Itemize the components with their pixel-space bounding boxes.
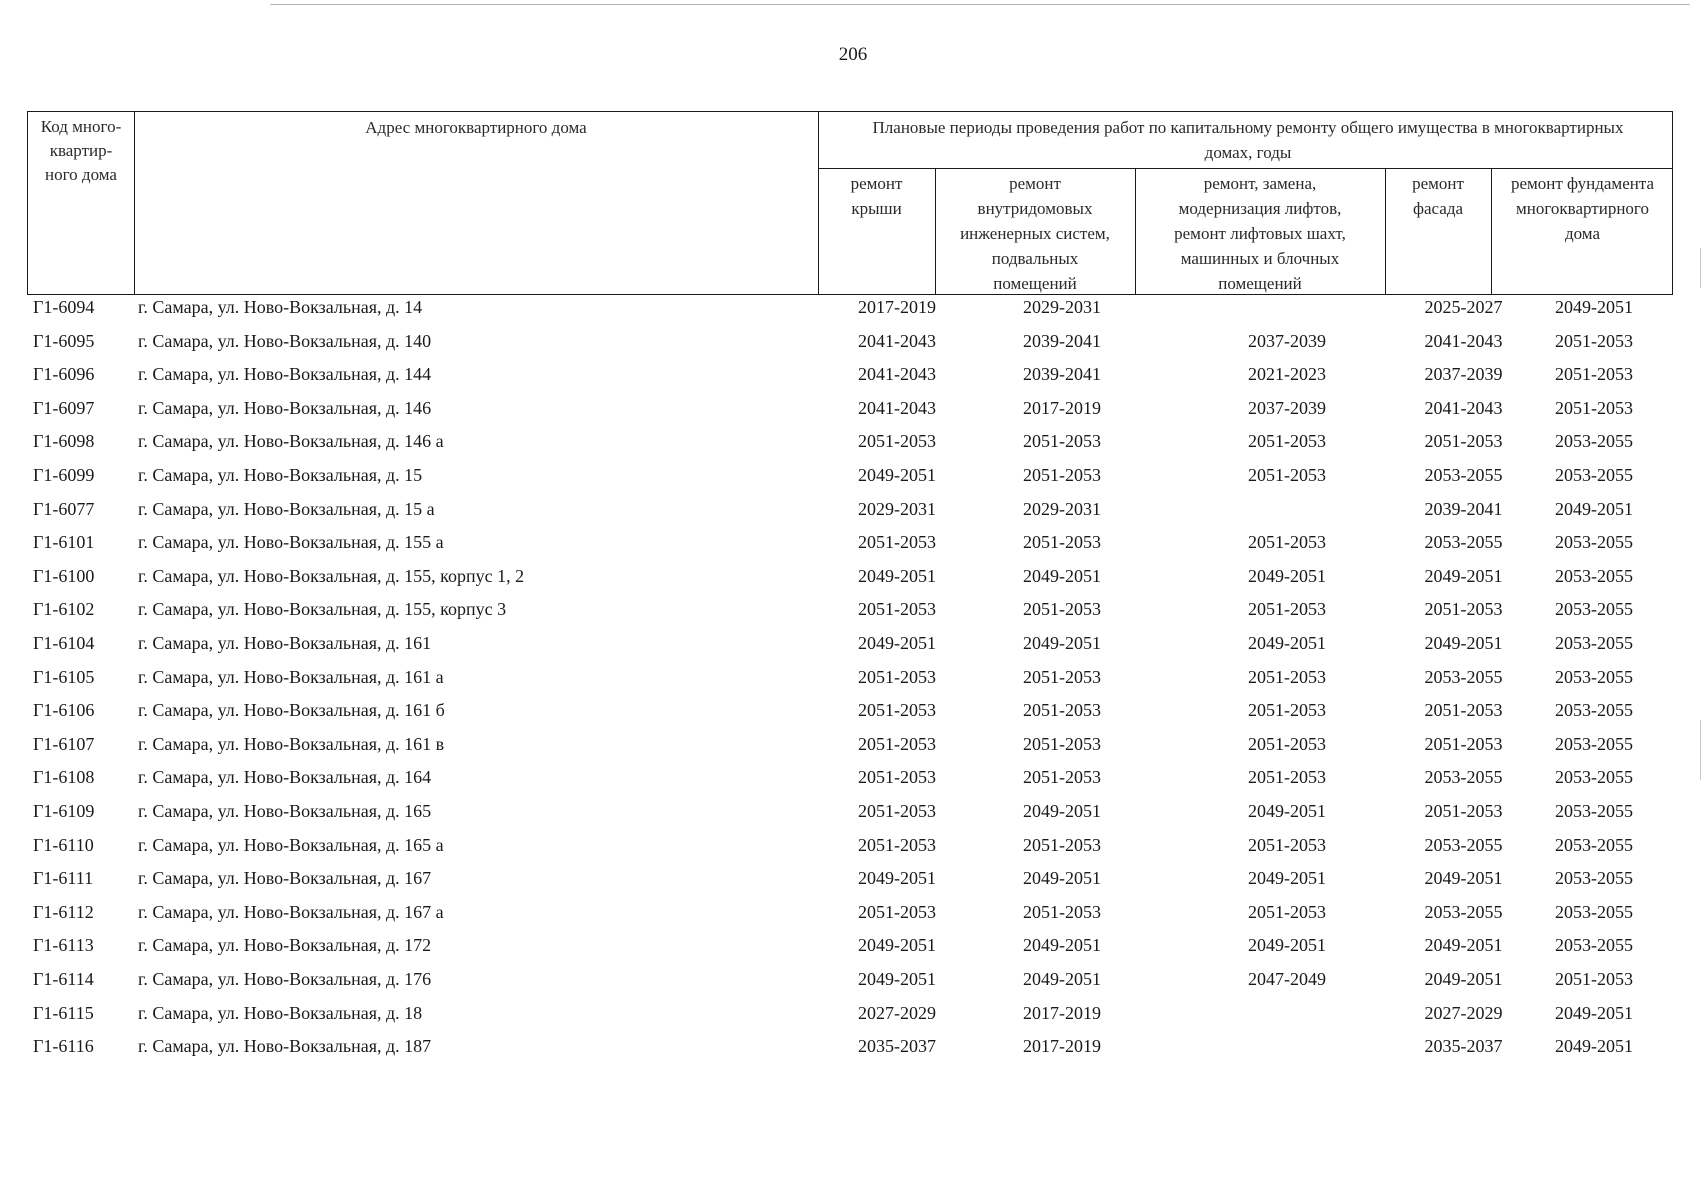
cell-foundation: 2053-2055 xyxy=(1555,532,1633,553)
cell-lifts: 2051-2053 xyxy=(1248,767,1326,788)
cell-address: г. Самара, ул. Ново-Вокзальная, д. 167 xyxy=(138,868,432,889)
cell-facade: 2051-2053 xyxy=(1424,431,1503,452)
cell-roof: 2049-2051 xyxy=(858,935,936,956)
cell-engineering: 2049-2051 xyxy=(1023,565,1101,586)
cell-address: г. Самара, ул. Ново-Вокзальная, д. 164 xyxy=(138,767,432,788)
cell-address: г. Самара, ул. Ново-Вокзальная, д. 14 xyxy=(138,297,423,317)
cell-foundation: 2049-2051 xyxy=(1555,1002,1633,1023)
cell-code: Г1-6105 xyxy=(33,666,95,687)
cell-engineering: 2051-2053 xyxy=(1023,733,1101,754)
cell-engineering: 2051-2053 xyxy=(1023,465,1101,485)
table-header xyxy=(27,111,1673,295)
cell-foundation: 2053-2055 xyxy=(1555,868,1633,889)
cell-foundation: 2049-2051 xyxy=(1555,498,1633,519)
cell-foundation: 2053-2055 xyxy=(1555,465,1633,485)
scan-edge-line xyxy=(270,4,1690,5)
table-row xyxy=(27,431,1673,465)
cell-foundation: 2053-2055 xyxy=(1555,901,1633,922)
cell-engineering: 2017-2019 xyxy=(1023,1036,1101,1057)
cell-engineering: 2049-2051 xyxy=(1023,969,1101,989)
cell-facade: 2027-2029 xyxy=(1424,1002,1503,1023)
cell-roof: 2049-2051 xyxy=(858,868,936,889)
cell-facade: 2049-2051 xyxy=(1424,935,1503,956)
cell-facade: 2025-2027 xyxy=(1424,297,1503,317)
cell-code: Г1-6114 xyxy=(33,969,94,989)
cell-code: Г1-6096 xyxy=(33,364,95,385)
cell-address: г. Самара, ул. Ново-Вокзальная, д. 15 а xyxy=(138,498,435,519)
cell-lifts: 2049-2051 xyxy=(1248,633,1326,653)
cell-facade: 2053-2055 xyxy=(1424,901,1503,922)
table-row xyxy=(27,398,1673,432)
cell-engineering: 2017-2019 xyxy=(1023,1002,1101,1023)
cell-code: Г1-6109 xyxy=(33,801,95,821)
cell-address: г. Самара, ул. Ново-Вокзальная, д. 167 а xyxy=(138,901,444,922)
table-row xyxy=(27,667,1673,701)
cell-address: г. Самара, ул. Ново-Вокзальная, д. 165 xyxy=(138,801,432,821)
cell-roof: 2027-2029 xyxy=(858,1002,936,1023)
cell-engineering: 2051-2053 xyxy=(1023,431,1101,452)
cell-lifts: 2049-2051 xyxy=(1248,565,1326,586)
cell-facade: 2049-2051 xyxy=(1424,565,1503,586)
cell-lifts: 2051-2053 xyxy=(1248,599,1326,620)
header-roof: ремонт крыши xyxy=(850,174,903,218)
cell-address: г. Самара, ул. Ново-Вокзальная, д. 155 а xyxy=(138,532,444,553)
table-row xyxy=(27,902,1673,936)
table-row xyxy=(27,767,1673,801)
cell-engineering: 2049-2051 xyxy=(1023,801,1101,821)
cell-roof: 2041-2043 xyxy=(858,330,936,351)
cell-roof: 2035-2037 xyxy=(858,1036,936,1057)
cell-code: Г1-6099 xyxy=(33,465,95,485)
cell-facade: 2041-2043 xyxy=(1424,397,1503,418)
cell-lifts: 2051-2053 xyxy=(1248,666,1326,687)
cell-lifts: 2021-2023 xyxy=(1248,364,1326,385)
cell-code: Г1-6107 xyxy=(33,733,95,754)
cell-roof: 2051-2053 xyxy=(858,431,936,452)
cell-roof: 2049-2051 xyxy=(858,633,936,653)
cell-facade: 2051-2053 xyxy=(1424,700,1503,721)
cell-foundation: 2051-2053 xyxy=(1555,330,1633,351)
cell-roof: 2051-2053 xyxy=(858,834,936,855)
cell-roof: 2051-2053 xyxy=(858,666,936,687)
cell-code: Г1-6095 xyxy=(33,330,95,351)
cell-lifts: 2051-2053 xyxy=(1248,901,1326,922)
table-row xyxy=(27,1036,1673,1070)
scan-edge-mark xyxy=(1700,720,1701,780)
cell-lifts: 2051-2053 xyxy=(1248,834,1326,855)
cell-roof: 2051-2053 xyxy=(858,599,936,620)
cell-roof: 2041-2043 xyxy=(858,397,936,418)
cell-facade: 2035-2037 xyxy=(1424,1036,1503,1057)
page-number: 206 xyxy=(838,44,868,65)
cell-engineering: 2017-2019 xyxy=(1023,397,1101,418)
cell-roof: 2049-2051 xyxy=(858,969,936,989)
cell-engineering: 2051-2053 xyxy=(1023,834,1101,855)
cell-facade: 2053-2055 xyxy=(1424,532,1503,553)
cell-foundation: 2049-2051 xyxy=(1555,1036,1633,1057)
cell-code: Г1-6110 xyxy=(33,834,94,855)
cell-lifts: 2051-2053 xyxy=(1248,465,1326,485)
cell-code: Г1-6094 xyxy=(33,297,95,317)
cell-code: Г1-6097 xyxy=(33,397,95,418)
cell-code: Г1-6104 xyxy=(33,633,95,653)
cell-lifts: 2049-2051 xyxy=(1248,935,1326,956)
cell-address: г. Самара, ул. Ново-Вокзальная, д. 176 xyxy=(138,969,432,989)
cell-address: г. Самара, ул. Ново-Вокзальная, д. 161 в xyxy=(138,733,445,754)
cell-lifts: 2037-2039 xyxy=(1248,330,1326,351)
cell-engineering: 2049-2051 xyxy=(1023,633,1101,653)
cell-engineering: 2049-2051 xyxy=(1023,868,1101,889)
cell-lifts: 2051-2053 xyxy=(1248,700,1326,721)
cell-code: Г1-6101 xyxy=(33,532,95,553)
table-row xyxy=(27,700,1673,734)
cell-engineering: 2049-2051 xyxy=(1023,935,1101,956)
cell-lifts: 2051-2053 xyxy=(1248,431,1326,452)
cell-foundation: 2051-2053 xyxy=(1555,969,1633,989)
cell-engineering: 2029-2031 xyxy=(1023,498,1101,519)
cell-roof: 2017-2019 xyxy=(858,297,936,317)
cell-foundation: 2053-2055 xyxy=(1555,666,1633,687)
cell-roof: 2051-2053 xyxy=(858,532,936,553)
cell-foundation: 2051-2053 xyxy=(1555,364,1633,385)
cell-facade: 2053-2055 xyxy=(1424,666,1503,687)
cell-code: Г1-6111 xyxy=(33,868,94,889)
cell-address: г. Самара, ул. Ново-Вокзальная, д. 18 xyxy=(138,1002,423,1023)
cell-facade: 2053-2055 xyxy=(1424,834,1503,855)
cell-engineering: 2029-2031 xyxy=(1023,297,1101,317)
table-row xyxy=(27,566,1673,600)
cell-address: г. Самара, ул. Ново-Вокзальная, д. 146 а xyxy=(138,431,444,452)
cell-roof: 2051-2053 xyxy=(858,801,936,821)
cell-address: г. Самара, ул. Ново-Вокзальная, д. 187 xyxy=(138,1036,432,1057)
table-row xyxy=(27,364,1673,398)
cell-lifts: 2037-2039 xyxy=(1248,397,1326,418)
cell-facade: 2049-2051 xyxy=(1424,868,1503,889)
cell-address: г. Самара, ул. Ново-Вокзальная, д. 161 а xyxy=(138,666,444,687)
table-row xyxy=(27,331,1673,365)
table-row xyxy=(27,297,1673,331)
cell-engineering: 2051-2053 xyxy=(1023,666,1101,687)
cell-address: г. Самара, ул. Ново-Вокзальная, д. 155, корпус 1, 2 xyxy=(138,565,525,586)
cell-address: г. Самара, ул. Ново-Вокзальная, д. 15 xyxy=(138,465,423,485)
cell-facade: 2053-2055 xyxy=(1424,465,1503,485)
table-row xyxy=(27,935,1673,969)
table-row xyxy=(27,633,1673,667)
cell-lifts: 2051-2053 xyxy=(1248,532,1326,553)
cell-engineering: 2051-2053 xyxy=(1023,700,1101,721)
cell-foundation: 2053-2055 xyxy=(1555,935,1633,956)
cell-address: г. Самара, ул. Ново-Вокзальная, д. 165 а xyxy=(138,834,444,855)
cell-address: г. Самара, ул. Ново-Вокзальная, д. 161 б xyxy=(138,700,445,721)
table-row xyxy=(27,1003,1673,1037)
table-row xyxy=(27,734,1673,768)
cell-facade: 2053-2055 xyxy=(1424,767,1503,788)
cell-address: г. Самара, ул. Ново-Вокзальная, д. 155, корпус 3 xyxy=(138,599,507,620)
cell-engineering: 2039-2041 xyxy=(1023,330,1101,351)
cell-roof: 2029-2031 xyxy=(858,498,936,519)
header-foundation: ремонт фундамента многоквартирного дома xyxy=(1510,174,1655,243)
cell-foundation: 2051-2053 xyxy=(1555,397,1633,418)
cell-facade: 2041-2043 xyxy=(1424,330,1503,351)
cell-address: г. Самара, ул. Ново-Вокзальная, д. 144 xyxy=(138,364,432,385)
cell-foundation: 2053-2055 xyxy=(1555,565,1633,586)
cell-foundation: 2053-2055 xyxy=(1555,733,1633,754)
cell-foundation: 2053-2055 xyxy=(1555,700,1633,721)
table-row xyxy=(27,835,1673,869)
cell-address: г. Самара, ул. Ново-Вокзальная, д. 172 xyxy=(138,935,432,956)
cell-engineering: 2051-2053 xyxy=(1023,767,1101,788)
cell-engineering: 2051-2053 xyxy=(1023,901,1101,922)
cell-roof: 2041-2043 xyxy=(858,364,936,385)
header-code: Код много- квартир- ного дома xyxy=(40,117,122,184)
cell-engineering: 2051-2053 xyxy=(1023,599,1101,620)
cell-code: Г1-6116 xyxy=(33,1036,94,1057)
table-row xyxy=(27,599,1673,633)
cell-foundation: 2053-2055 xyxy=(1555,767,1633,788)
cell-engineering: 2039-2041 xyxy=(1023,364,1101,385)
cell-facade: 2051-2053 xyxy=(1424,599,1503,620)
cell-lifts: 2051-2053 xyxy=(1248,733,1326,754)
cell-facade: 2049-2051 xyxy=(1424,969,1503,989)
cell-code: Г1-6098 xyxy=(33,431,95,452)
cell-roof: 2049-2051 xyxy=(858,565,936,586)
cell-roof: 2051-2053 xyxy=(858,767,936,788)
cell-facade: 2039-2041 xyxy=(1424,498,1503,519)
cell-code: Г1-6115 xyxy=(33,1002,94,1023)
cell-facade: 2037-2039 xyxy=(1424,364,1503,385)
cell-code: Г1-6113 xyxy=(33,935,94,956)
header-periods: Плановые периоды проведения работ по капитальному ремонту общего имущества в многоквартирных домах, годы xyxy=(872,118,1624,162)
table-row xyxy=(27,969,1673,1003)
cell-roof: 2051-2053 xyxy=(858,901,936,922)
cell-address: г. Самара, ул. Ново-Вокзальная, д. 140 xyxy=(138,330,432,351)
cell-foundation: 2053-2055 xyxy=(1555,599,1633,620)
cell-lifts: 2049-2051 xyxy=(1248,801,1326,821)
table-row xyxy=(27,868,1673,902)
cell-roof: 2051-2053 xyxy=(858,733,936,754)
cell-address: г. Самара, ул. Ново-Вокзальная, д. 161 xyxy=(138,633,432,653)
cell-roof: 2049-2051 xyxy=(858,465,936,485)
header-engineering: ремонт внутридомовых инженерных систем, подвальных помещений xyxy=(960,174,1110,293)
table-row xyxy=(27,801,1673,835)
cell-foundation: 2053-2055 xyxy=(1555,801,1633,821)
scan-edge-mark xyxy=(1700,248,1701,288)
header-facade: ремонт фасада xyxy=(1412,174,1464,218)
header-lifts: ремонт, замена, модернизация лифтов, ремонт лифтовых шахт, машинных и блочных помещений xyxy=(1174,174,1346,293)
cell-facade: 2051-2053 xyxy=(1424,801,1503,821)
cell-code: Г1-6100 xyxy=(33,565,95,586)
cell-foundation: 2053-2055 xyxy=(1555,633,1633,653)
cell-facade: 2049-2051 xyxy=(1424,633,1503,653)
table-row xyxy=(27,499,1673,533)
cell-code: Г1-6077 xyxy=(33,498,95,519)
cell-lifts: 2047-2049 xyxy=(1248,969,1326,989)
header-address: Адрес многоквартирного дома xyxy=(365,118,587,137)
table-row xyxy=(27,465,1673,499)
cell-facade: 2051-2053 xyxy=(1424,733,1503,754)
cell-foundation: 2049-2051 xyxy=(1555,297,1633,317)
cell-code: Г1-6102 xyxy=(33,599,95,620)
cell-foundation: 2053-2055 xyxy=(1555,834,1633,855)
cell-roof: 2051-2053 xyxy=(858,700,936,721)
cell-code: Г1-6108 xyxy=(33,767,95,788)
cell-lifts: 2049-2051 xyxy=(1248,868,1326,889)
cell-engineering: 2051-2053 xyxy=(1023,532,1101,553)
cell-address: г. Самара, ул. Ново-Вокзальная, д. 146 xyxy=(138,397,432,418)
cell-code: Г1-6112 xyxy=(33,901,94,922)
cell-foundation: 2053-2055 xyxy=(1555,431,1633,452)
table-row xyxy=(27,532,1673,566)
cell-code: Г1-6106 xyxy=(33,700,95,721)
